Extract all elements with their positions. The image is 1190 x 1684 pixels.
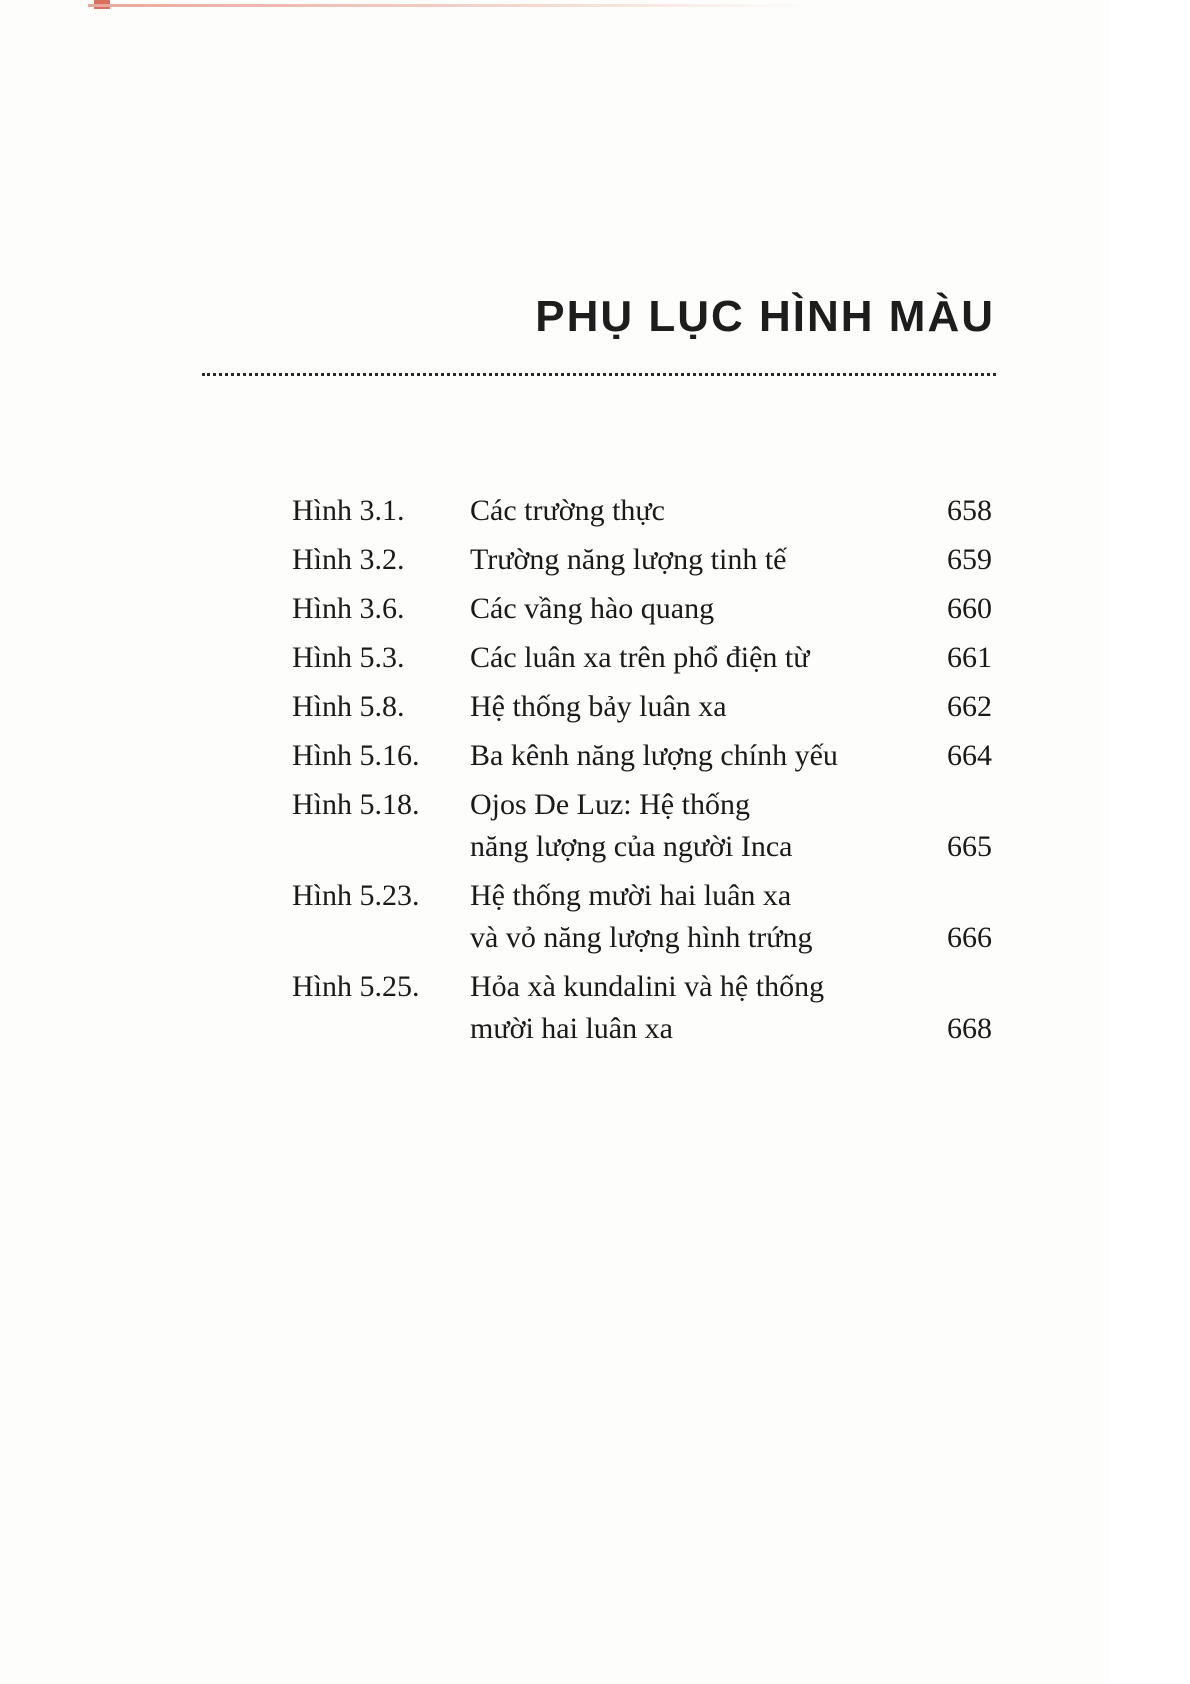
entry-page-number: 666 <box>947 921 992 954</box>
entry-title-line: mười hai luân xa <box>470 1012 673 1045</box>
entry-page-number: 658 <box>947 494 992 527</box>
entry-page-number: 660 <box>947 592 992 625</box>
entry-title <box>470 875 900 959</box>
entry-title-line: năng lượng của người Inca <box>470 830 793 863</box>
entry-title-line: Các vầng hào quang <box>470 592 715 625</box>
toc-entry <box>292 490 992 532</box>
entry-title-line: Hệ thống mười hai luân xa <box>470 879 792 912</box>
page-edge-line <box>88 4 808 7</box>
entry-title-line: Hỏa xà kundalini và hệ thống <box>470 970 825 1003</box>
entry-page-number: 668 <box>947 1012 992 1045</box>
entry-title-line: và vỏ năng lượng hình trứng <box>470 921 813 954</box>
entry-title <box>470 539 900 581</box>
entry-title-line: Hệ thống bảy luân xa <box>470 690 727 723</box>
entry-title <box>470 735 900 777</box>
entry-page-number: 662 <box>947 690 992 723</box>
entry-title <box>470 588 900 630</box>
entry-title-line: Ojos De Luz: Hệ thống <box>470 788 750 821</box>
entry-label: Hình 5.18. <box>292 788 420 821</box>
toc-entry <box>292 637 992 679</box>
toc-entry <box>292 686 992 728</box>
toc-entry <box>292 588 992 630</box>
entry-label: Hình 3.1. <box>292 494 405 527</box>
entry-page-number: 661 <box>947 641 992 674</box>
entry-title <box>470 784 900 868</box>
entry-title <box>470 686 900 728</box>
figure-index <box>292 490 992 1057</box>
entry-title <box>470 637 900 679</box>
entry-title-line: Ba kênh năng lượng chính yếu <box>470 739 838 772</box>
entry-title-line: Các trường thực <box>470 494 665 527</box>
toc-entry <box>292 735 992 777</box>
entry-title-line: Trường năng lượng tinh tế <box>470 543 787 576</box>
entry-page-number: 659 <box>947 543 992 576</box>
entry-label: Hình 5.3. <box>292 641 405 674</box>
entry-label: Hình 5.8. <box>292 690 405 723</box>
entry-label: Hình 3.6. <box>292 592 405 625</box>
entry-label: Hình 5.25. <box>292 970 420 1003</box>
entry-label: Hình 5.23. <box>292 879 420 912</box>
toc-entry <box>292 784 992 868</box>
dotted-divider <box>202 373 996 376</box>
entry-title <box>470 966 900 1050</box>
entry-label: Hình 3.2. <box>292 543 405 576</box>
entry-label: Hình 5.16. <box>292 739 420 772</box>
page-title: PHỤ LỤC HÌNH MÀU <box>535 292 995 341</box>
toc-entry <box>292 539 992 581</box>
toc-entry <box>292 875 992 959</box>
entry-page-number: 664 <box>947 739 992 772</box>
entry-page-number: 665 <box>947 830 992 863</box>
scan-margin <box>1110 0 1190 1684</box>
entry-title-line: Các luân xa trên phổ điện từ <box>470 641 810 674</box>
toc-entry <box>292 966 992 1050</box>
entry-title <box>470 490 900 532</box>
